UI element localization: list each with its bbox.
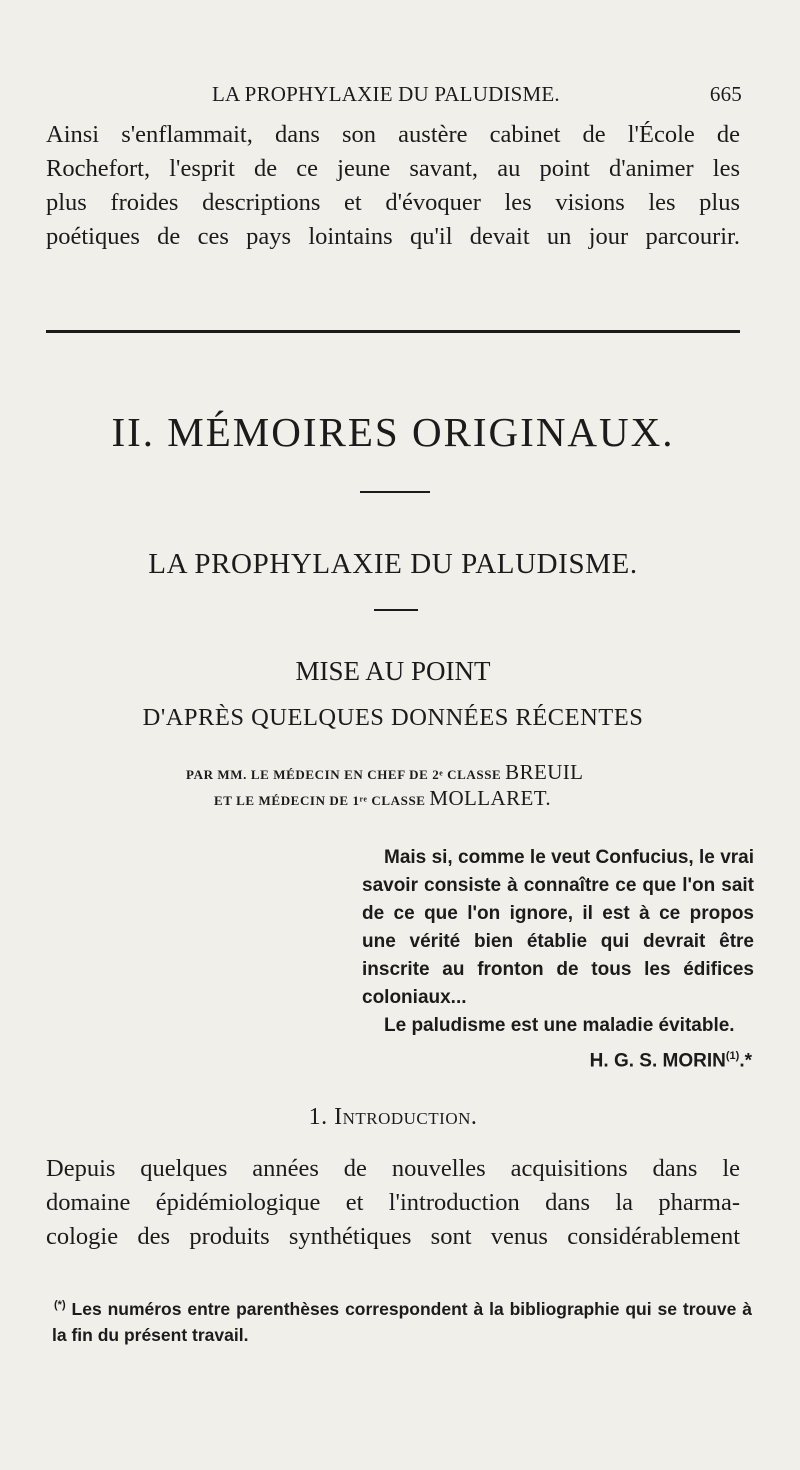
signature-ref: (1) — [725, 1050, 740, 1062]
body-paragraph — [46, 1152, 740, 1254]
footnote-text: Les numéros entre parenthèses correspondent à la bibliographie qui se trouve à la fin du présent travail. — [52, 1298, 752, 1345]
running-head — [46, 80, 742, 110]
epigraph-text: Mais si, comme le veut Confucius, le vrai savoir consiste à connaître ce que l'on sait de ce que l'on ignore, il est à ce propos une vérité bien établie qui devrait être inscrite au fronton de tous les édifices coloniaux... — [362, 847, 754, 1008]
intro-paragraph — [46, 118, 740, 254]
running-head-title: LA PROPHYLAXIE DU PALUDISME. — [212, 82, 560, 106]
page-number: 665 — [709, 82, 742, 106]
short-rule — [360, 491, 430, 493]
subsection-number: 1. — [308, 1104, 328, 1130]
intro-line: Rochefort, l'esprit de ce jeune savant, au point d'animer les — [46, 155, 740, 182]
epigraph-signature — [362, 1042, 754, 1075]
subsection-heading — [46, 1104, 740, 1131]
footnote — [52, 1292, 752, 1348]
intro-line: Ainsi s'enflammait, dans son austère cabinet de l'École de — [46, 121, 740, 148]
author-name: BREUIL — [505, 760, 584, 784]
epigraph — [362, 844, 754, 1075]
byline-line-2 — [214, 786, 551, 811]
subtitle-line-1: MISE AU POINT — [295, 656, 491, 686]
body-line: cologie des produits synthétiques sont venus considérablement — [46, 1223, 740, 1250]
section-divider — [46, 330, 740, 333]
subsection-title: Introduction. — [334, 1104, 478, 1130]
author-name: MOLLARET. — [429, 786, 552, 810]
byline-prefix: PAR MM. LE MÉDECIN EN CHEF DE 2ᵉ CLASSE — [186, 767, 502, 782]
signature-name: H. G. S. MORIN — [589, 1050, 726, 1072]
intro-line: poétiques de ces pays lointains qu'il devait un jour parcourir. — [46, 223, 740, 250]
footnote-marker: (*) — [54, 1299, 66, 1311]
intro-line: plus froides descriptions et d'évoquer les visions les plus — [46, 189, 740, 216]
subtitle-line-2: D'APRÈS QUELQUES DONNÉES RÉCENTES — [142, 704, 644, 731]
byline-prefix: ET LE MÉDECIN DE 1ʳᵉ CLASSE — [214, 793, 426, 808]
body-line: Depuis quelques années de nouvelles acquisitions dans le — [46, 1155, 740, 1182]
short-rule — [374, 609, 418, 611]
body-line: domaine épidémiologique et l'introduction dans la pharma- — [46, 1189, 740, 1216]
byline-line-1 — [186, 760, 583, 785]
signature-suffix: .* — [739, 1050, 752, 1072]
article-title: LA PROPHYLAXIE DU PALUDISME. — [148, 548, 638, 580]
epigraph-line-2: Le paludisme est une maladie évitable. — [384, 1015, 735, 1036]
section-heading: II. MÉMOIRES ORIGINAUX. — [111, 409, 675, 455]
